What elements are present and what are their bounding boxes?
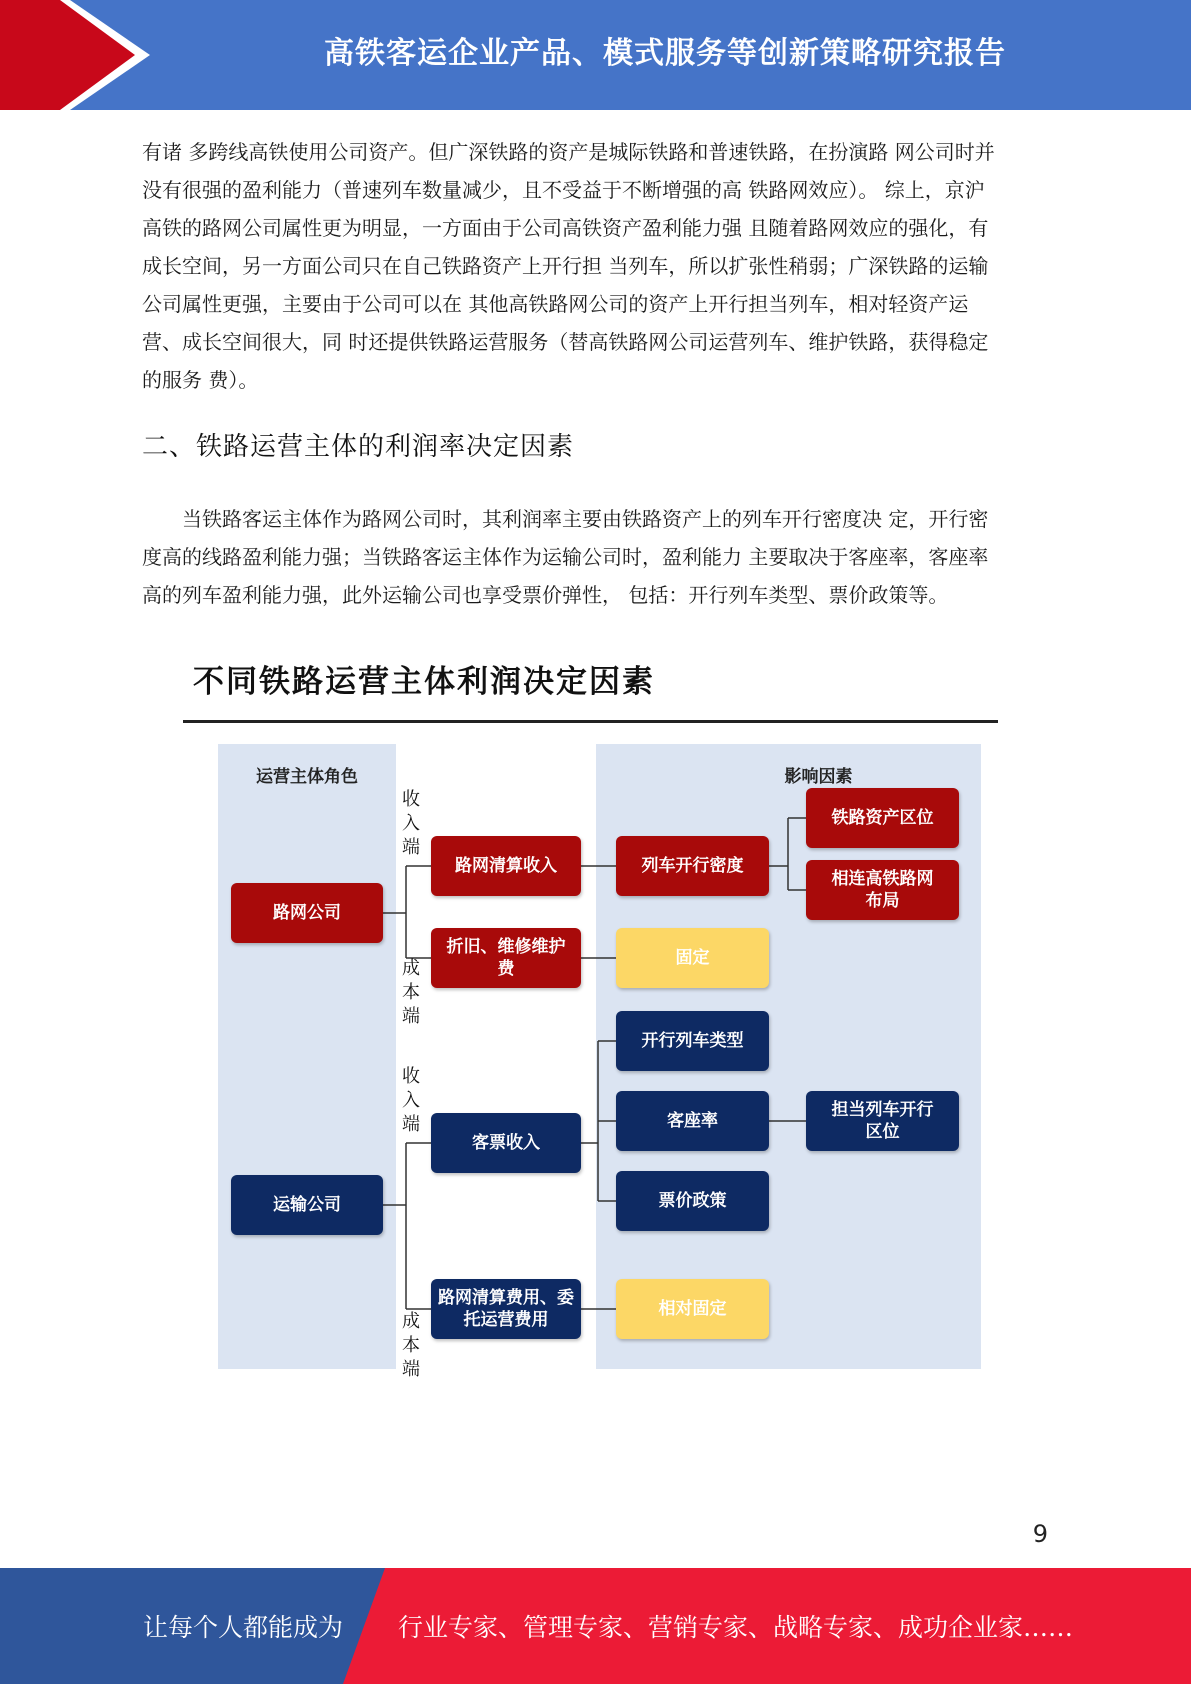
network-clearing-income-box: 路网清算收入	[431, 836, 581, 896]
cost-side-label: 成本端	[402, 1311, 420, 1380]
paragraph-line: 高的列车盈利能力强，此外运输公司也享受票价弹性， 包括：开行列车类型、票价政策等。	[142, 583, 949, 607]
section-heading: 二、铁路运营主体的利润率决定因素	[142, 432, 575, 462]
paragraph-line: 有诸 多跨线高铁使用公司资产。但广深铁路的资产是城际铁路和普速铁路，在扮演路 网公司时并	[142, 140, 995, 164]
paragraph-line: 的服务 费）。	[142, 368, 259, 392]
hsr-network-layout-box: 相连高铁路网布局	[806, 860, 959, 920]
fare-policy-box: 票价政策	[616, 1171, 769, 1231]
paragraph-line: 度高的线路盈利能力强；当铁路客运主体作为运输公司时，盈利能力 主要取决于客座率，客座率	[142, 545, 989, 569]
diagram-title: 不同铁路运营主体利润决定因素	[193, 664, 655, 700]
connector-lines	[183, 650, 998, 1390]
page-header	[0, 0, 1191, 110]
paragraph-line: 当铁路客运主体作为路网公司时，其利润率主要由铁路资产上的列车开行密度决 定，开行密	[182, 507, 989, 531]
cost-side-label: 成本端	[402, 958, 420, 1027]
section-paragraph	[142, 500, 1047, 614]
network-company-box: 路网公司	[231, 883, 383, 943]
clearing-fees-box: 路网清算费用、委托运营费用	[431, 1279, 581, 1339]
paragraph-line: 营、成长空间很大，同 时还提供铁路运营服务（替高铁路网公司运营列车、维护铁路，获得稳定	[142, 330, 989, 354]
relatively-fixed-box: 相对固定	[616, 1279, 769, 1339]
footer-slogan-right: 行业专家、管理专家、营销专家、战略专家、成功企业家……	[398, 1613, 1074, 1642]
depreciation-maintenance-box: 折旧、维修维护费	[431, 928, 581, 988]
transport-company-box: 运输公司	[231, 1175, 383, 1235]
footer-slogan-left: 让每个人都能成为	[143, 1613, 344, 1642]
factor-panel-label: 影响因素	[784, 767, 853, 787]
occupancy-rate-box: 客座率	[616, 1091, 769, 1151]
income-side-label: 收入端	[402, 789, 420, 858]
intro-paragraph	[142, 133, 1047, 399]
ticket-income-box: 客票收入	[431, 1113, 581, 1173]
profit-factors-diagram	[183, 650, 998, 1390]
page-number: 9	[1032, 1520, 1048, 1548]
report-title: 高铁客运企业产品、模式服务等创新策略研究报告	[324, 36, 1006, 71]
train-type-box: 开行列车类型	[616, 1011, 769, 1071]
page-footer	[0, 1568, 1191, 1684]
train-density-box: 列车开行密度	[616, 836, 769, 896]
income-side-label: 收入端	[402, 1066, 420, 1135]
paragraph-line: 成长空间，另一方面公司只在自己铁路资产上开行担 当列车，所以扩张性稍弱；广深铁路的运输	[142, 254, 989, 278]
fixed-box: 固定	[616, 928, 769, 988]
assigned-train-location-box: 担当列车开行区位	[806, 1091, 959, 1151]
role-panel-label: 运营主体角色	[256, 767, 358, 787]
paragraph-line: 没有很强的盈利能力（普速列车数量减少，且不受益于不断增强的高 铁路网效应）。 综上，京沪	[142, 178, 985, 202]
paragraph-line: 公司属性更强，主要由于公司可以在 其他高铁路网公司的资产上开行担当列车，相对轻资产运	[142, 292, 969, 316]
paragraph-line: 高铁的路网公司属性更为明显，一方面由于公司高铁资产盈利能力强 且随着路网效应的强化，有	[142, 216, 989, 240]
asset-location-box: 铁路资产区位	[806, 788, 959, 848]
